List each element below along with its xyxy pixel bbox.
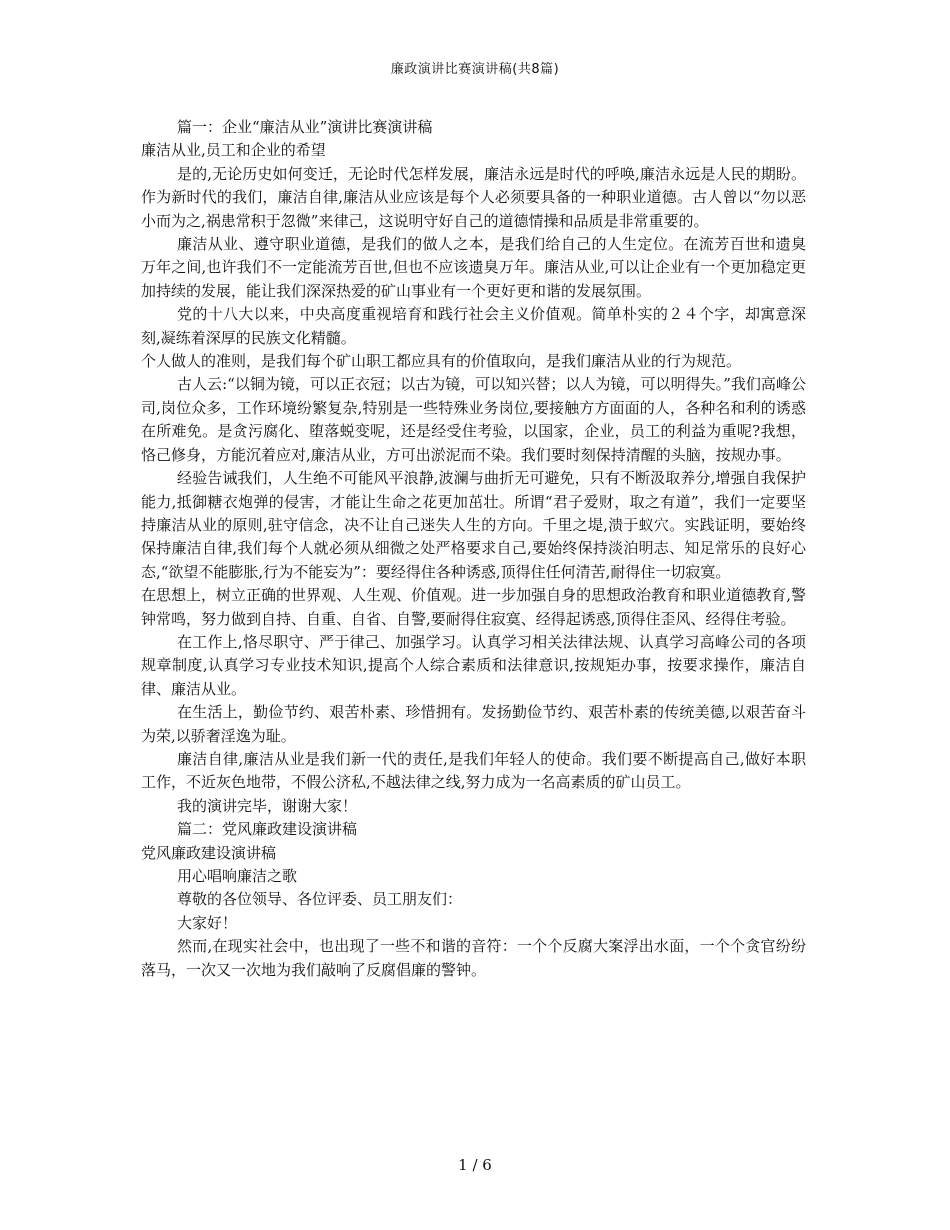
- greeting: 大家好！: [177, 913, 238, 932]
- body-paragraph: 在生活上，勤俭节约、艰苦朴素、珍惜拥有。发扬勤俭节约、艰苦朴素的传统美德,以艰苦奋斗为荣,以骄奢淫逸为耻。: [141, 703, 806, 745]
- body-paragraph: 是的,无论历史如何变迁，无论时代怎样发展，廉洁永远是时代的呼唤,廉洁永远是人民的期盼。作为新时代的我们，廉洁自律,廉洁从业应该是每个人必须要具备的一种职业道德。古人曾以“勿以恶小而为之,祸患常积于忽微”来律己，这说明守好自己的道德情操和品质是非常重要的。: [141, 164, 806, 230]
- body-paragraph: 在思想上，树立正确的世界观、人生观、价值观。进一步加强自身的思想政治教育和职业道德教育,警钟常鸣，努力做到自持、自重、自省、自警,要耐得住寂寞、经得起诱惑,顶得住歪风、经得住考验。: [141, 586, 806, 628]
- document-title: 廉政演讲比赛演讲稿(共8篇): [390, 62, 560, 77]
- body-paragraph: 古人云:“以铜为镜，可以正衣冠；以古为镜，可以知兴替；以人为镜，可以明得失。”我们高峰公司,岗位众多，工作环境纷繁复杂,特别是一些特殊业务岗位,要接触方方面面的人，各种名和利的诱惑在所难免。是贪污腐化、堕落蜕变呢，还是经受住考验，以国家，企业，员工的利益为重呢?我想，恪己修身，方能沉着应对,廉洁从业，方可出淤泥而不染。我们要时刻保持清醒的头脑，按规办事。: [141, 375, 806, 464]
- page-number: 1 / 6: [458, 1156, 492, 1174]
- section-heading: 篇二：党风廉政建设演讲稿: [177, 820, 358, 839]
- body-paragraph: 经验告诫我们，人生绝不可能风平浪静,波澜与曲折无可避免，只有不断汲取养分,增强自我保护能力,抵御糖衣炮弹的侵害，才能让生命之花更加茁壮。所谓“君子爱财，取之有道”，我们一定要坚持廉洁从业的原则,驻守信念，决不让自己迷失人生的方向。千里之堤,溃于蚁穴。实践证明，要始终保持廉洁自律,我们每个人就必须从细微之处严格要求自己,要始终保持淡泊明志、知足常乐的良好心态,“欲望不能膨胀,行为不能妄为”：要经得住各种诱惑,顶得住任何清苦,耐得住一切寂寞。: [141, 469, 806, 581]
- body-paragraph: 在工作上,恪尽职守、严于律己、加强学习。认真学习相关法律法规、认真学习高峰公司的各项规章制度,认真学习专业技术知识,提高个人综合素质和法律意识,按规矩办事，按要求操作，廉洁自律、廉洁从业。: [141, 632, 806, 698]
- speech-title: 党风廉政建设演讲稿: [141, 843, 277, 862]
- body-paragraph: 党的十八大以来，中央高度重视培育和践行社会主义价值观。简单朴实的２４个字，却寓意深刻,凝练着深厚的民族文化精髓。: [141, 305, 806, 347]
- salutation: 尊敬的各位领导、各位评委、员工朋友们：: [177, 890, 463, 909]
- speech-title: 廉洁从业,员工和企业的希望: [141, 141, 326, 160]
- section-heading: 篇一：企业“廉洁从业”演讲比赛演讲稿: [177, 118, 433, 136]
- body-paragraph: 个人做人的准则，是我们每个矿山职工都应具有的价值取向，是我们廉洁从业的行为规范。: [141, 352, 742, 371]
- closing-line: 我的演讲完毕，谢谢大家！: [177, 796, 358, 815]
- speech-subtitle: 用心唱响廉洁之歌: [177, 867, 298, 885]
- body-paragraph: 廉洁从业、遵守职业道德，是我们的做人之本，是我们给自己的人生定位。在流芳百世和遗臭万年之间,也许我们不一定能流芳百世,但也不应该遗臭万年。廉洁从业,可以让企业有一个更加稳定更加持续的发展，能让我们深深热爱的矿山事业有一个更好更和谐的发展氛围。: [141, 235, 806, 300]
- body-paragraph: 廉洁自律,廉洁从业是我们新一代的责任,是我们年轻人的使命。我们要不断提高自己,做好本职工作，不近灰色地带，不假公济私,不越法律之线,努力成为一名高素质的矿山员工。: [141, 749, 806, 792]
- document-body: [141, 116, 806, 982]
- body-paragraph: 然而,在现实社会中，也出现了一些不和谐的音符：一个个反腐大案浮出水面，一个个贪官纷纷落马，一次又一次地为我们敲响了反腐倡廉的警钟。: [141, 937, 806, 979]
